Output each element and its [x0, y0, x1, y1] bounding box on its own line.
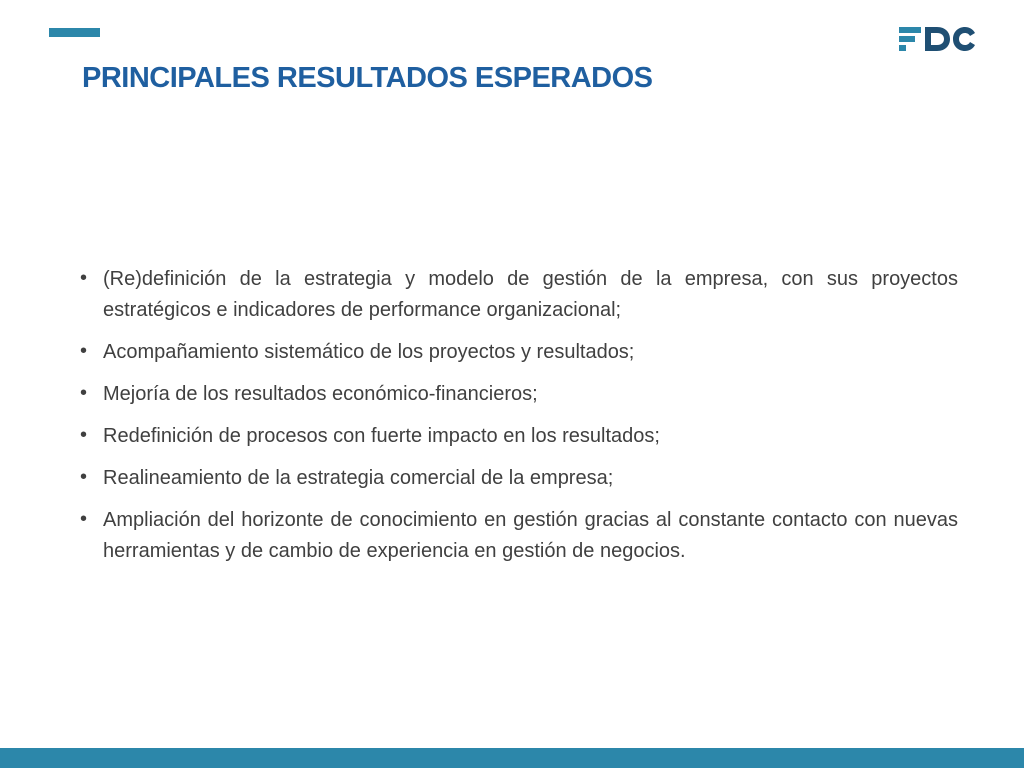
- page-title: PRINCIPALES RESULTADOS ESPERADOS: [82, 62, 653, 94]
- bullet-item: [80, 421, 958, 452]
- bullet-dot: •: [80, 340, 88, 362]
- accent-bar: [49, 28, 100, 37]
- bullet-dot: •: [80, 466, 88, 488]
- bullet-item: [80, 505, 958, 567]
- bullet-text: Acompañamiento sistemático de los proyectos y resultados;: [103, 341, 635, 363]
- fdc-logo: [897, 24, 977, 54]
- bullet-text: Realineamiento de la estrategia comercial de la empresa;: [103, 467, 614, 489]
- bullet-dot: •: [80, 424, 88, 446]
- bullet-dot: •: [80, 382, 88, 404]
- bullet-dot: •: [80, 267, 88, 289]
- logo-text: [897, 54, 898, 55]
- bullet-item: [80, 337, 958, 368]
- bullet-list: [80, 264, 958, 578]
- bullet-item: [80, 264, 958, 326]
- bullet-item: [80, 463, 958, 494]
- fdc-logo-graphic: [897, 24, 977, 54]
- bullet-text: (Re)definición de la estrategia y modelo de gestión de la empresa, con sus proyectos estratégicos e indicadores de performance organizacional;: [103, 268, 958, 321]
- bullet-text: Mejoría de los resultados económico-financieros;: [103, 383, 538, 405]
- bullet-text: Ampliación del horizonte de conocimiento en gestión gracias al constante contacto con nuevas herramientas y de cambio de experiencia en gestión de negocios.: [103, 509, 958, 562]
- bullet-dot: •: [80, 508, 88, 530]
- bullet-text: Redefinición de procesos con fuerte impacto en los resultados;: [103, 425, 660, 447]
- footer-bar: [0, 748, 1024, 768]
- bullet-item: [80, 379, 958, 410]
